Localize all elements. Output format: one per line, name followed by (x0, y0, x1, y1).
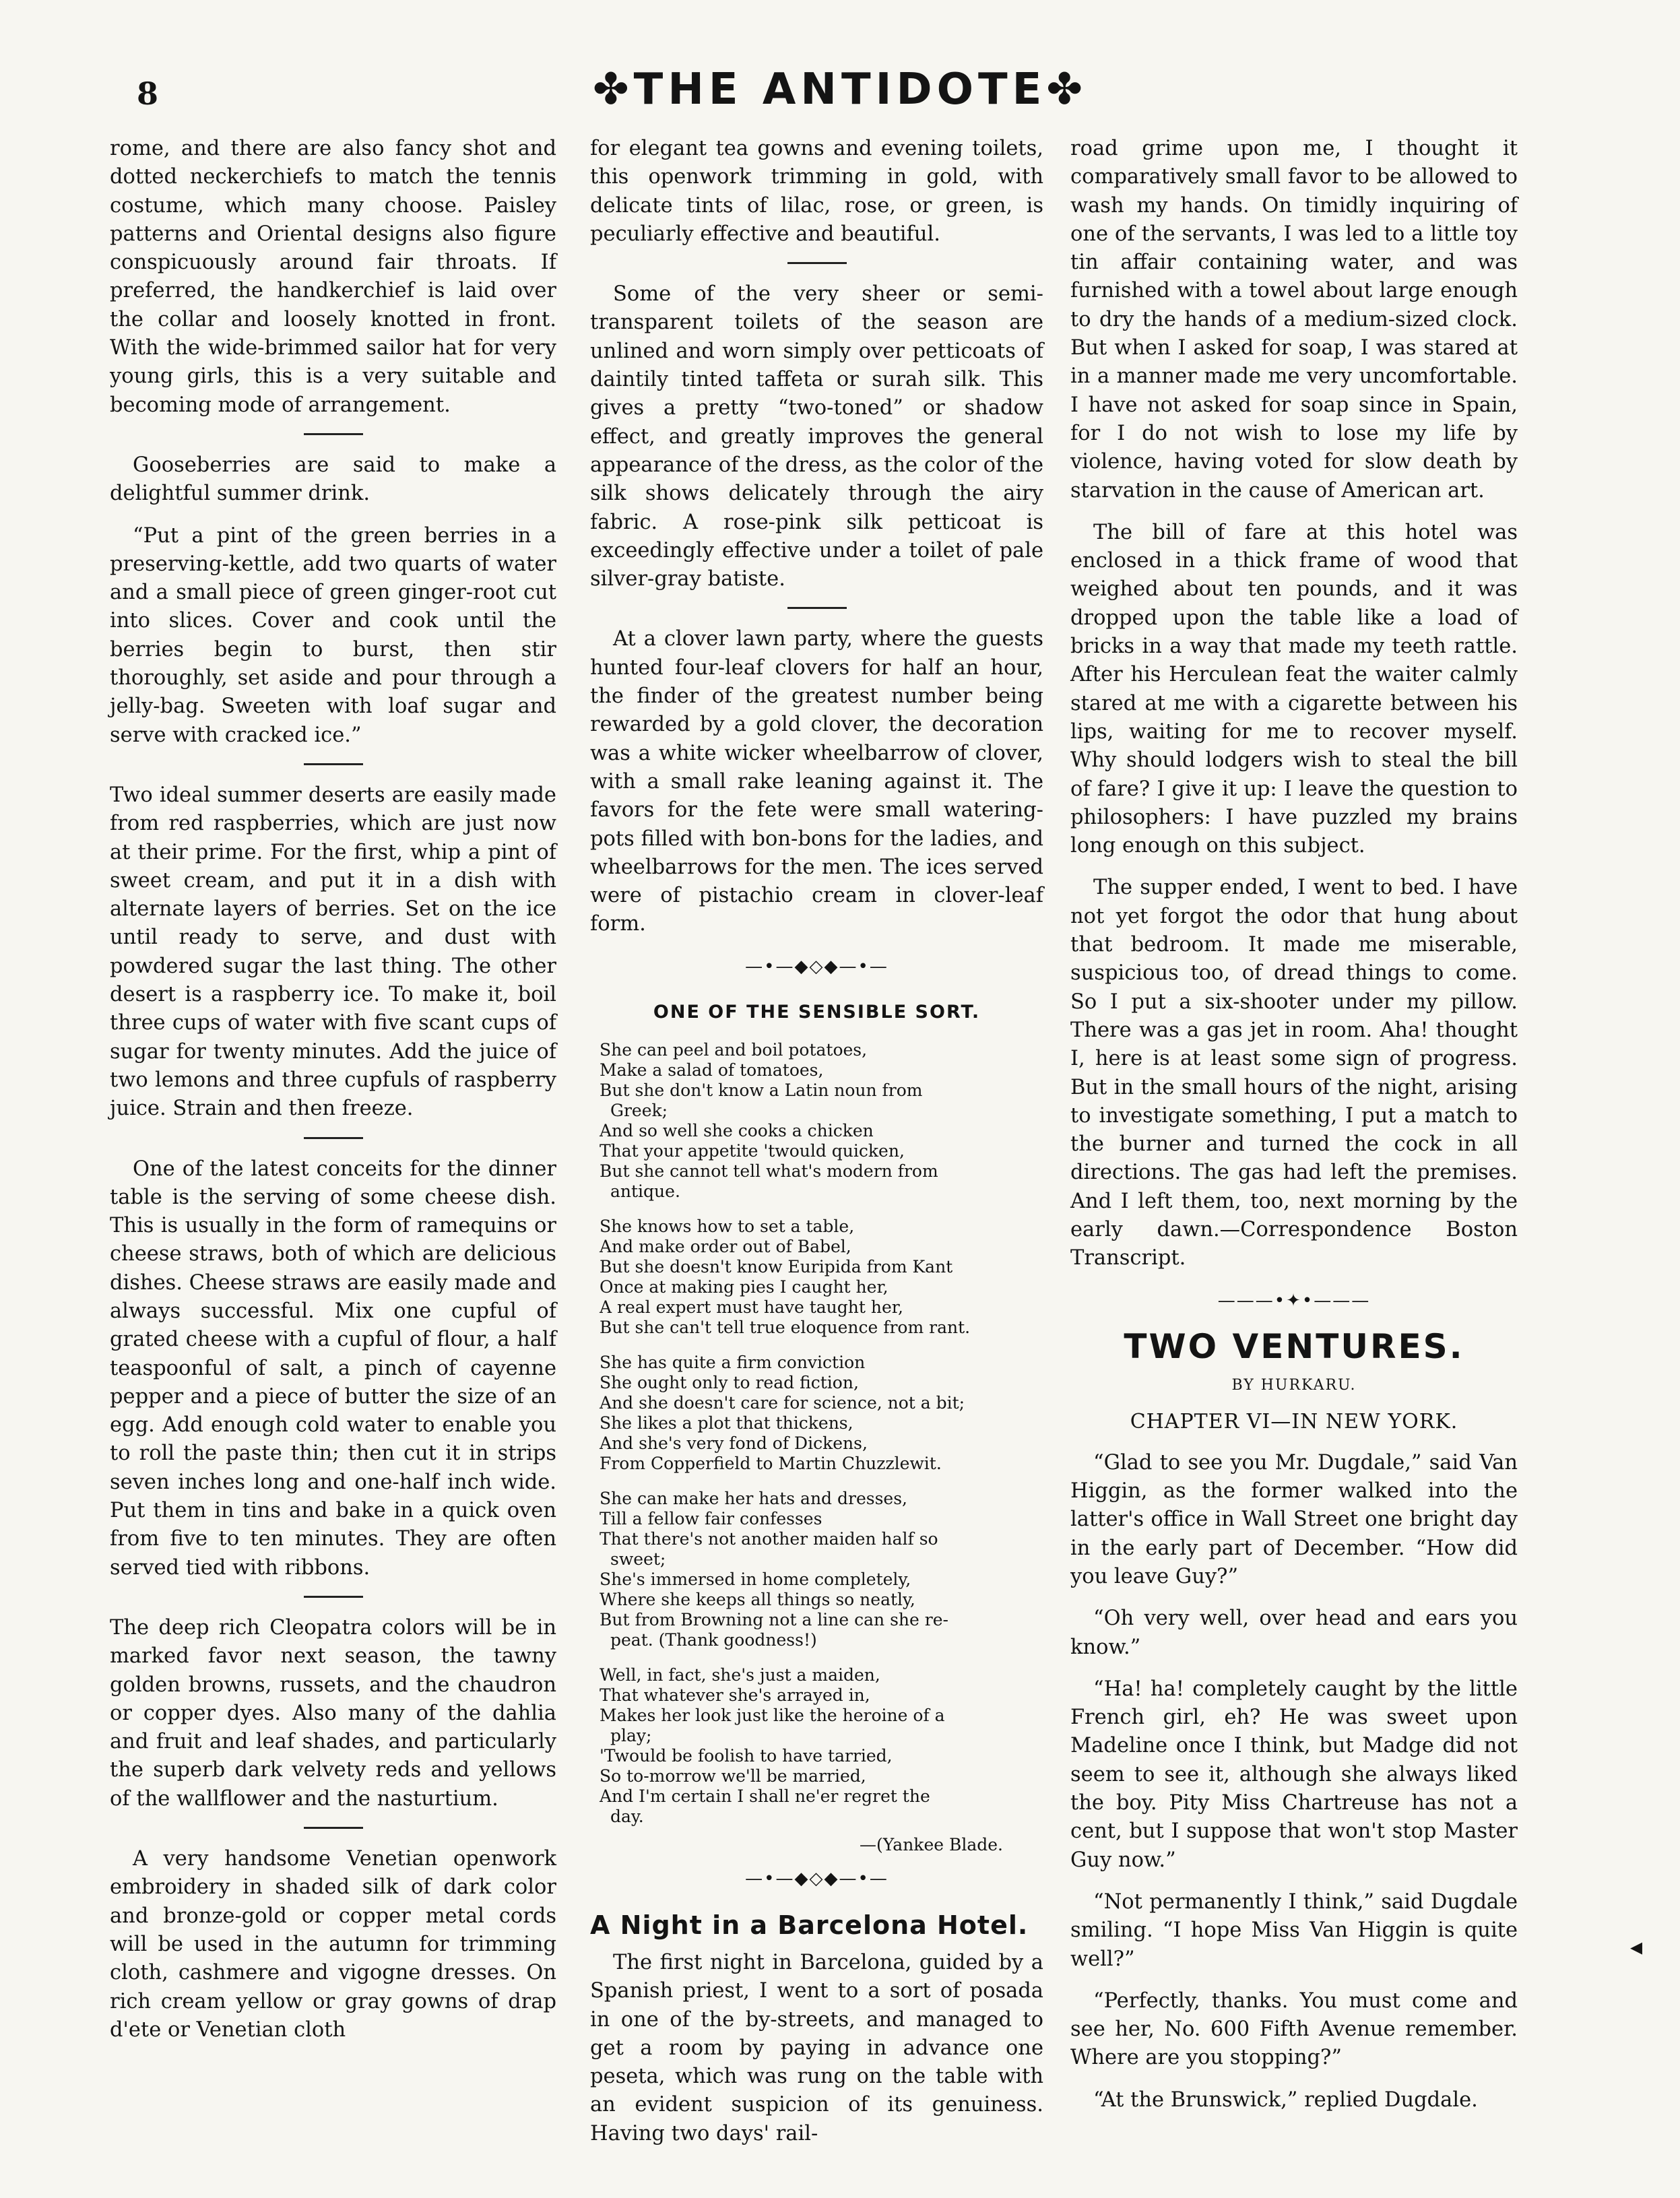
poem-line: play; (610, 1726, 652, 1746)
poem-line: Greek; (610, 1101, 668, 1121)
article-paragraph: The deep rich Cleopatra colors will be in marked favor next season, the tawny golden browns, russets, and the chaudron or copper dyes. Also many of the dahlia and fruit and leaf shades, and particularly the superb dark velvety reds and yellows of the wallflower and the nasturtium. (110, 1615, 556, 1811)
poem-line: 'Twould be foolish to have tarried, (600, 1746, 893, 1766)
poem-line: But from Browning not a line can she re- (600, 1610, 948, 1630)
article-paragraph: “Oh very well, over head and ears you know.” (1070, 1607, 1518, 1659)
article-paragraph: Some of the very sheer or semi-transparent toilets of the season are unlined and worn simply over petticoats of daintily tinted taffeta or surah silk. This gives a pretty “two-toned” or shadow effect, and greatly improves the general appearance of the dress, as the color of the silk shows delicately through the airy fabric. A rose-pink silk petticoat is exceedingly effective under a toilet of pale silver-gray batiste. (590, 282, 1043, 591)
ornament-divider: ———•✦•——— (1217, 1290, 1371, 1311)
article-paragraph: A very handsome Venetian openwork embroidery in shaded silk of dark color and bronze-gold or copper metal cords will be used in the autumn for trimming cloth, cashmere and vigogne dresses. On rich cream yellow or gray gowns of drap d'ete or Venetian cloth (110, 1847, 556, 2042)
section-divider (304, 433, 363, 435)
poem (600, 1040, 1043, 1855)
poem-line: And she doesn't care for science, not a bit; (600, 1393, 965, 1413)
article-title: TWO VENTURES. (1124, 1326, 1464, 1366)
article-paragraph: Two ideal summer deserts are easily made from red raspberries, which are just now at their prime. For the first, whip a pint of sweet cream, and put it in a dish with alternate layers of berries. Set on the ice until ready to serve, and dust with powdered sugar the last thing. The other desert is a raspberry ice. To make it, boil three cups of water with five scant cups of sugar for twenty minutes. Add the juice of two lemons and three cupfuls of raspberry juice. Strain and then freeze. (110, 783, 556, 1121)
poem-stanza (600, 1353, 1043, 1474)
article-paragraph: “Ha! ha! completely caught by the little French girl, eh? He was sweet upon Madeline once I think, but Madge did not seem to see it, although she always liked the boy. Pity Miss Chartreuse has not a cent, but I suppose that won't stop Master Guy now.” (1070, 1677, 1518, 1872)
poem-stanza (600, 1040, 1043, 1202)
masthead-title: ✤THE ANTIDOTE✤ (593, 65, 1087, 115)
poem-line: day. (610, 1807, 644, 1827)
poem-line: Makes her look just like the heroine of a (600, 1706, 945, 1726)
section-divider (304, 1137, 363, 1139)
article-paragraph: rome, and there are also fancy shot and dotted neckerchiefs to match the tennis costume, which many choose. Paisley patterns and Oriental designs also figure conspicuously around fair throats. If preferred, the handkerchief is laid over the collar and loosely knotted in front. With the wide-brimmed sailor hat for very young girls, this is a very suitable and becoming mode of arrangement. (110, 137, 556, 417)
poem-line: But she cannot tell what's modern from (600, 1161, 938, 1182)
poem-line: So to-morrow we'll be married, (600, 1766, 866, 1786)
poem-line: And make order out of Babel, (600, 1237, 851, 1257)
column-3 (1070, 135, 1518, 2128)
article-paragraph: The supper ended, I went to bed. I have not yet forgot the odor that hung about that bedroom. It made me miserable, suspicious too, of dread things to come. So I put a six-shooter under my pillow. There was a gas jet in room. Aha! thought I, here is at least some sign of progress. But in the small hours of the night, arising to investigate something, I put a match to the burner and turned the cock in all directions. The gas had left the premises. And I left them, too, next morning by the early dawn.—Correspondence Boston Transcript. (1070, 876, 1518, 1270)
ornament-divider: —•—◆◇◆—•— (745, 1869, 889, 1889)
article-paragraph: At a clover lawn party, where the guests hunted four-leaf clovers for half an hour, the finder of the greatest number being rewarded by a gold clover, the decoration was a white wicker wheelbarrow of clover, with a small rake leaning against it. The favors for the fete were small watering-pots filled with bon-bons for the ladies, and wheelbarrows for the men. The ices served were of pistachio cream in clover-leaf form. (590, 627, 1043, 936)
section-divider (787, 607, 847, 609)
poem-stanza (600, 1217, 1043, 1338)
poem-line: But she don't know a Latin noun from (600, 1080, 923, 1101)
article-paragraph: Gooseberries are said to make a delightful summer drink. (110, 453, 556, 506)
poem-stanza (600, 1665, 1043, 1827)
poem-line: Make a salad of tomatoes, (600, 1060, 824, 1080)
poem-line: She can make her hats and dresses, (600, 1489, 907, 1509)
article-paragraph: “At the Brunswick,” replied Dugdale. (1093, 2088, 1478, 2112)
section-divider (304, 763, 363, 765)
article-paragraph: The first night in Barcelona, guided by a Spanish priest, I went to a sort of posada in one of the by-streets, and managed to get a room by paying in advance one peseta, which was rung on the table with an evident suspicion of its genuiness. Having two days' rail- (590, 1950, 1043, 2145)
poem-line: She has quite a firm conviction (600, 1353, 866, 1373)
poem-stanza (600, 1489, 1043, 1650)
article-paragraph: “Glad to see you Mr. Dugdale,” said Van Higgin, as the former walked into the latter's office in Wall Street one bright day in the early part of December. “How did you leave Guy?” (1070, 1450, 1518, 1588)
poem-line: From Copperfield to Martin Chuzzlewit. (600, 1454, 942, 1474)
section-divider (304, 1596, 363, 1598)
article-paragraph: “Put a pint of the green berries in a preserving-kettle, add two quarts of water and a small piece of green ginger-root cut into slices. Cover and cook until the berries begin to burst, then stir thoroughly, set aside and pour through a jelly-bag. Sweeten with loaf sugar and serve with cracked ice.” (110, 523, 556, 747)
poem-line: That there's not another maiden half so (600, 1529, 938, 1549)
poem-line: She ought only to read fiction, (600, 1373, 859, 1393)
page-number: 8 (137, 75, 159, 112)
poem-line: antique. (610, 1182, 680, 1202)
poem-line: But she doesn't know Euripida from Kant (600, 1257, 953, 1277)
margin-arrow-icon: ◂ (1630, 1933, 1643, 1961)
poem-line: And I'm certain I shall ne'er regret the (600, 1786, 930, 1807)
column-1 (110, 135, 556, 2058)
poem-line: Till a fellow fair confesses (600, 1509, 822, 1529)
article-paragraph: One of the latest conceits for the dinner table is the serving of some cheese dish. This is usually in the form of ramequins or cheese straws, both of which are delicious dishes. Cheese straws are easily made and always successful. Mix one cupful of grated cheese with a cupful of flour, a half teaspoonful of salt, a pinch of cayenne pepper and a piece of butter the size of an egg. Add enough cold water to enable you to roll the paste thin; then cut it in strips seven inches long and one-half inch wide. Put them in tins and bake in a quick oven from five to ten minutes. They are often served tied with ribbons. (110, 1157, 556, 1580)
poem-line: That whatever she's arrayed in, (600, 1685, 870, 1706)
poem-line: But she can't tell true eloquence from rant. (600, 1318, 971, 1338)
poem-line: Well, in fact, she's just a maiden, (600, 1665, 880, 1685)
section-divider (304, 1827, 363, 1829)
byline: BY HURKARU. (1231, 1377, 1357, 1394)
column-2 (590, 135, 1043, 2162)
poem-line: She's immersed in home completely, (600, 1570, 911, 1590)
article-paragraph: “Perfectly, thanks. You must come and see her, No. 600 Fifth Avenue remember. Where are you stopping?” (1070, 1989, 1518, 2070)
section-divider (787, 262, 847, 264)
poem-line: sweet; (610, 1549, 666, 1570)
ornament-divider: —•—◆◇◆—•— (745, 956, 889, 977)
poem-line: peat. (Thank goodness!) (610, 1630, 817, 1650)
poem-line: She knows how to set a table, (600, 1217, 855, 1237)
poem-line: She can peel and boil potatoes, (600, 1040, 868, 1060)
chapter-heading: CHAPTER VI—IN NEW YORK. (1130, 1410, 1458, 1434)
article-paragraph: The bill of fare at this hotel was enclosed in a thick frame of wood that weighed about ten pounds, and it was dropped upon the table like a load of bricks in a way that made my teeth rattle. After his Herculean feat the waiter calmly stared at me with a cigarette between his lips, waiting for me to recover myself. Why should lodgers wish to steal the bill of fare? I give it up: I leave the question to philosophers: I have puzzled my brains long enough on this subject. (1070, 520, 1518, 858)
poem-credit: —(Yankee Blade. (859, 1835, 1003, 1855)
poem-title: ONE OF THE SENSIBLE SORT. (653, 1002, 981, 1023)
poem-line: That your appetite 'twould quicken, (600, 1141, 905, 1161)
poem-line: And so well she cooks a chicken (600, 1121, 874, 1141)
poem-line: Once at making pies I caught her, (600, 1277, 889, 1297)
poem-line: A real expert must have taught her, (600, 1297, 903, 1318)
poem-line: She likes a plot that thickens, (600, 1413, 853, 1433)
article-title: A Night in a Barcelona Hotel. (590, 1910, 1029, 1940)
poem-line: Where she keeps all things so neatly, (600, 1590, 915, 1610)
article-paragraph: for elegant tea gowns and evening toilets, this openwork trimming in gold, with delicate tints of lilac, rose, or green, is peculiarly effective and beautiful. (590, 137, 1043, 246)
article-paragraph: “Not permanently I think,” said Dugdale smiling. “I hope Miss Van Higgin is quite well?” (1070, 1889, 1518, 1971)
article-paragraph: road grime upon me, I thought it comparatively small favor to be allowed to wash my hands. On timidly inquiring of one of the servants, I was led to a little toy tin affair containing water, and was furnished with a towel about large enough to dry the hands of a medium-sized clock. But when I asked for soap, I was stared at in a manner made me very uncomfortable. I have not asked for soap since in Spain, for I do not wish to lose my life by violence, having voted for slow death by starvation in the cause of American art. (1070, 137, 1518, 503)
poem-line: And she's very fond of Dickens, (600, 1433, 868, 1454)
